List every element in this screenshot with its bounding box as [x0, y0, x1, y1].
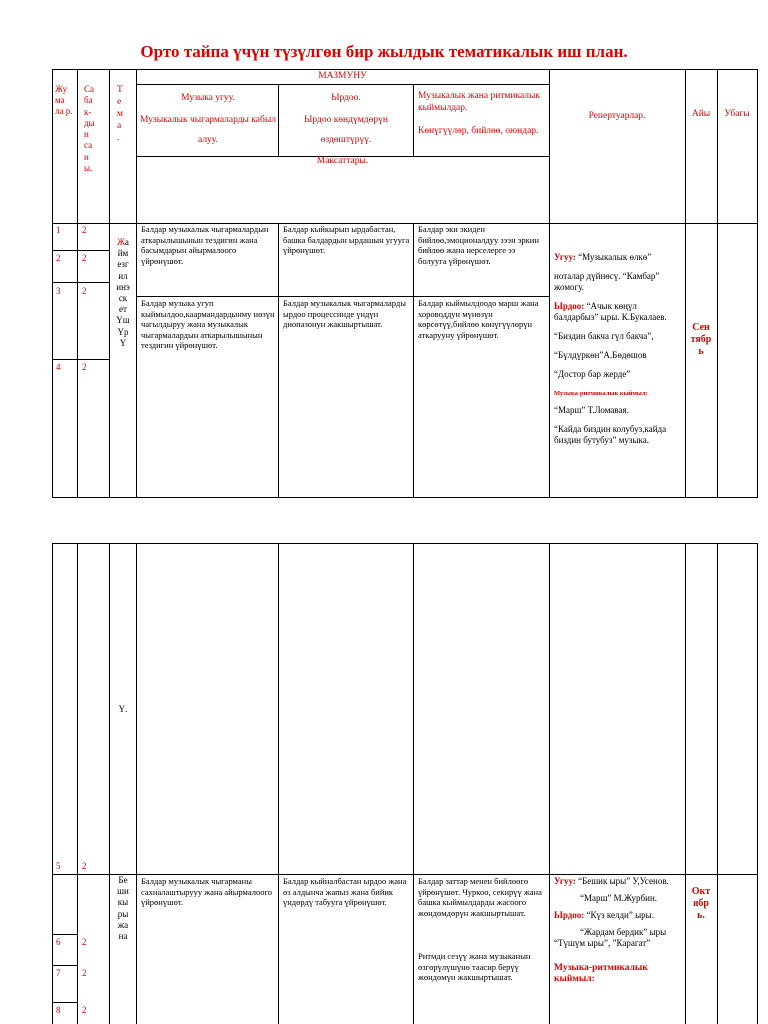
rep-listen-2: ноталар дүйнөсү. “Камбар” жомогу. — [554, 271, 660, 292]
header-lessons: Са ба к- ды н са н ы. — [84, 84, 95, 174]
goal-rhythm-3: Балдар заттар менен бийлөөгө үйрөнүшөт. Чуркоо, секирүү жана башка кыймылдарды жасоого жөндөмдөрүн жакшыртышат. — [418, 876, 542, 918]
week-number: 2 — [56, 253, 61, 263]
goal-rhythm-4: Ритмди сезүү жана музыканын өзгөрүлүшүнө таасир берүү жөндөмүн жакшыртышат. — [418, 951, 531, 982]
week-number: 5 — [56, 861, 61, 871]
rep-listen: Угуу: “Музыкалык өлкө” — [554, 252, 652, 262]
goal-rhythm-1: Балдар эки экиден бийлөө,эмоционалдуу зээн эркин бийлөө жана нерселерге ээ болууга үйрөнүшөт. — [418, 224, 539, 266]
lesson-count: 2 — [82, 861, 87, 871]
page-title: Орто тайпа үчүн түзүлгөн бир жылдык тематикалык иш план. — [140, 42, 628, 61]
rep-sing-3: “Бүлдүркөн”А.Бөдөшов — [554, 350, 647, 360]
rep-sing: Ырдоо: “Ачык көңүл балдарбыз” ыры. К.Букалаев. — [554, 301, 667, 322]
rep-listen-2: “Марш” М.Журбин. — [580, 893, 658, 903]
goal-listen-2: Балдар музыка угуп кыймылдоо,каармандардынму нөзүн чагылдыруу жана музыкалык чыгармалардын аткарылышынын тездигин үйрөнүшөт. — [141, 298, 275, 350]
goal-rhythm-2: Балдар кыймылдоодо марш жана хороводдун мүнөзүн көрсөтүү,бийлөө көнүгүүлөрүн аткарууну үйрөнүшөт. — [418, 298, 539, 340]
theme-vertical-text-top: Ү. — [118, 704, 128, 714]
header-weeks: Жу ма ла р. — [55, 84, 73, 116]
rep-listen: Угуу: “Бешик ыры” У,Усенов. — [554, 876, 669, 886]
repertoire-1 — [554, 252, 682, 454]
week-number: 7 — [56, 968, 61, 978]
lesson-count: 2 — [82, 253, 87, 263]
week-number: 6 — [56, 937, 61, 947]
goal-listen-3: Балдар музыкалык чыгарманы сахналаштырууу жана айырмалоого үйрөнүшөт. — [141, 876, 272, 907]
goal-sing-3: Балдар кыйналбастан ырдоо жана өз алдынча жапыз жана бийик үндөрдү табууга үйрөнүшөт. — [283, 876, 407, 907]
rep-sing: Ырдоо: “Күз келди” ыры. — [554, 910, 654, 920]
rep-rhythm-2: “Кайда биздин колубуз,кайда биздин бутубуз” музыка. — [554, 424, 667, 445]
header-sing-title: Ырдоо. — [331, 93, 361, 103]
header-rhythm-title: Музыкалык жана ритмикалык кыймылдар. — [418, 91, 541, 113]
rep-sing-4: “Достор бар жерде” — [554, 369, 631, 379]
header-listen-sub: Музыкалык чыгармаларды кабыл алуу. — [140, 115, 276, 145]
lesson-count: 2 — [82, 225, 87, 235]
repertoire-2 — [554, 876, 682, 993]
goal-listen-1: Балдар музыкалык чыгармалардын аткарылышынын тездигин жана басымдарын айырмалоого үйрөнүшөт. — [141, 224, 269, 266]
goal-sing-2: Балдар музыкалык чыгармаларды ырдоо процессинде үндүн диопазонун жакшыртышат. — [283, 298, 406, 329]
lesson-count: 2 — [82, 937, 87, 947]
header-rhythm-sub: Көнүгүүлөр, бийлөө, оюндар. — [418, 126, 539, 136]
week-number: 3 — [56, 286, 61, 296]
header-repertoire: Репертуарлар. — [588, 111, 646, 121]
goal-sing-1: Балдар кыйкырып ырдабастан, башка балдардын ырдашын угууга үйрөнүшөт. — [283, 224, 410, 255]
lesson-count: 2 — [82, 362, 87, 372]
rep-rhythm-1: “Марш” Т.Ломавая. — [554, 405, 629, 415]
rep-rhythm-label: Музыка-ритмикалык кыймыл: — [554, 963, 648, 984]
theme-vertical-text-2: Бешикырыжана — [117, 875, 129, 942]
week-number: 4 — [56, 362, 61, 372]
header-listen-title: Музыка угуу. — [181, 93, 235, 103]
rep-sing-2: “Биздин бакча гүл бакча”, — [554, 331, 654, 341]
header-mazmunu: МАЗМУНУ — [318, 71, 367, 81]
header-month: Айы — [691, 109, 711, 119]
header-time: Убагы — [724, 109, 750, 119]
rep-rhythm-label: Музыка-ритмикалык кыймыл: — [554, 390, 648, 397]
week-number: 1 — [56, 225, 61, 235]
rep-sing-2: “Жардам бердик” ыры “Түшүм ыры”, ”Карагат” — [554, 927, 667, 948]
header-goals: Максаттары. — [316, 156, 369, 166]
theme-vertical-text: Жайм езгилинэск етҮшҮрҮ — [116, 237, 130, 348]
month-label: Октябрь. — [691, 886, 711, 921]
week-number: 8 — [56, 1005, 61, 1015]
header-theme: Т е м а . — [117, 85, 124, 143]
lesson-count: 2 — [82, 1005, 87, 1015]
lesson-count: 2 — [82, 968, 87, 978]
header-sing-sub: Ырдоо көндүмдөрүн өздөштүрүү. — [304, 115, 388, 145]
lesson-count: 2 — [82, 286, 87, 296]
month-label: Сентябрь — [690, 322, 712, 357]
